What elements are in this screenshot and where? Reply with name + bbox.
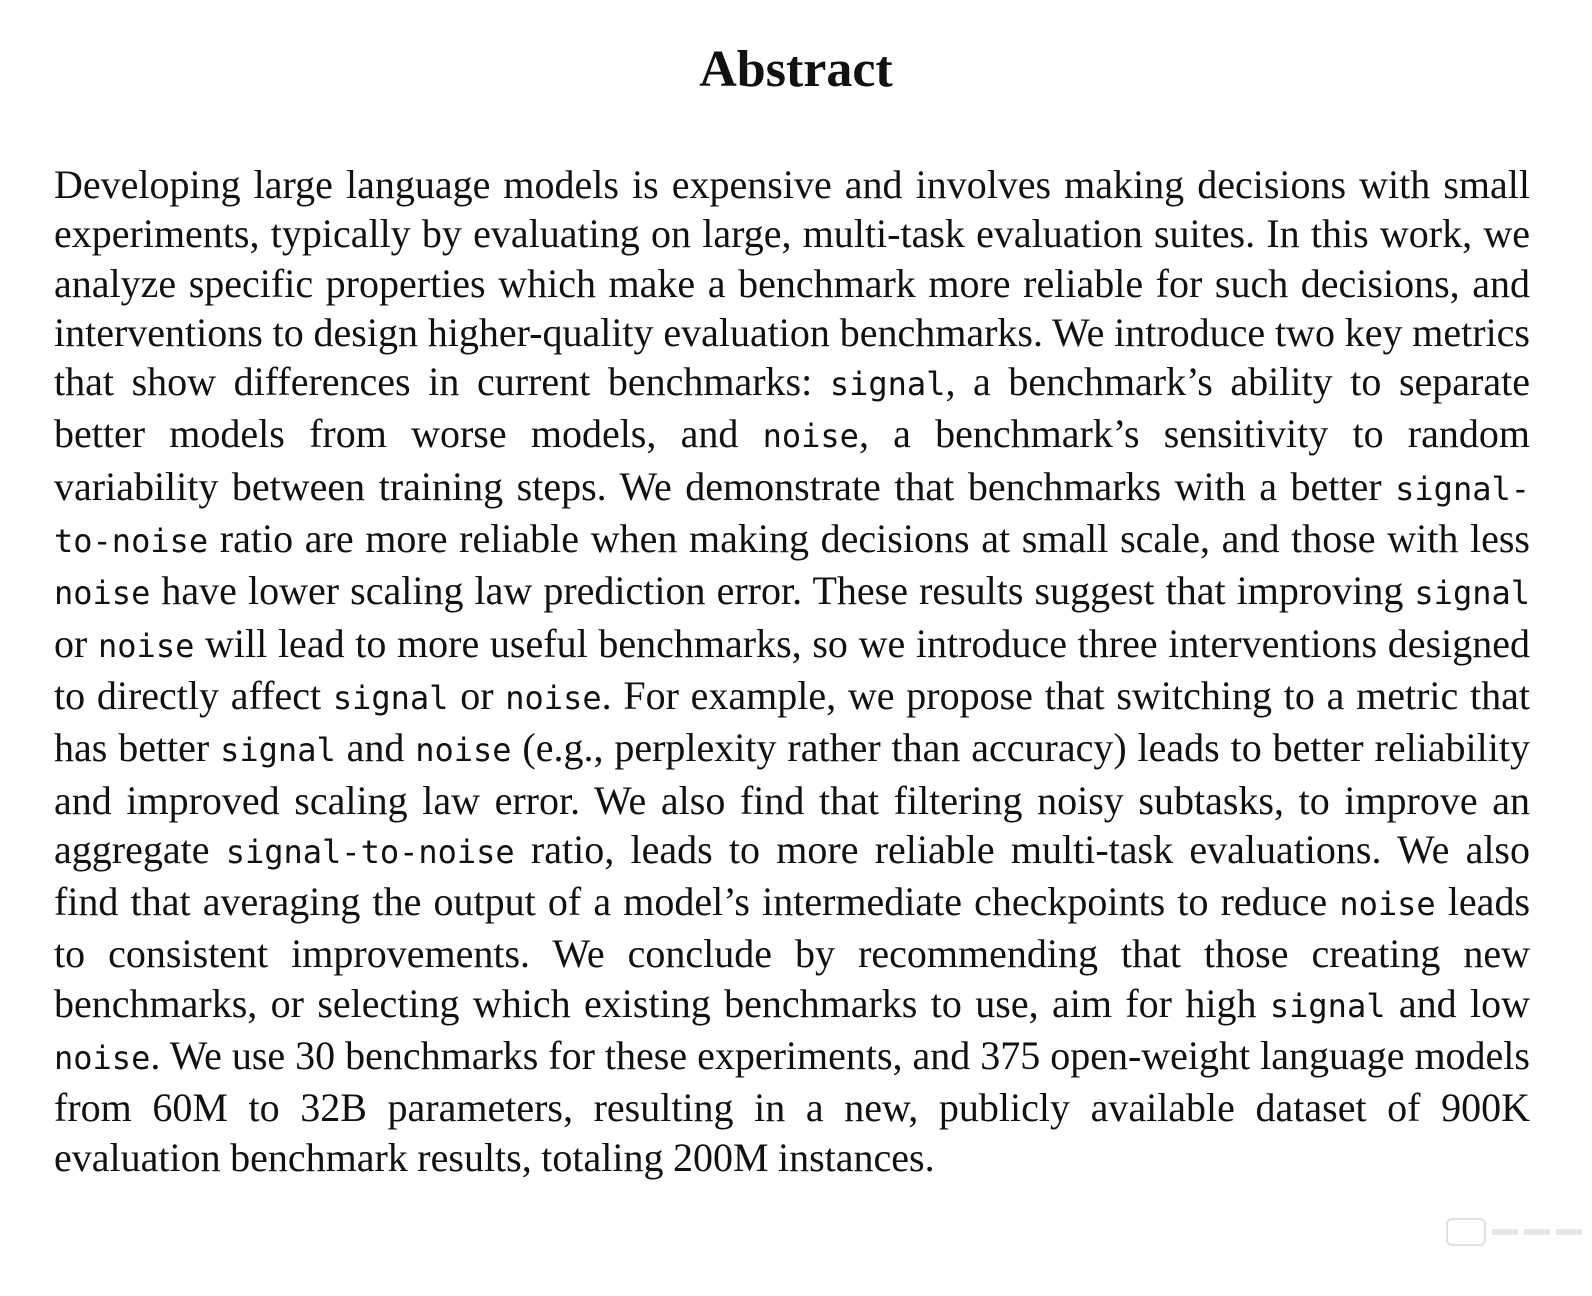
text-run: ratio, leads to more reliable multi-task evaluations. We also find that averaging the output of a model’s intermediate checkpoints to reduce [54,826,1530,925]
code-term: signal-to-noise [225,832,515,871]
code-term: noise [505,678,602,717]
text-run: or [448,672,506,718]
code-term: noise [1339,885,1436,924]
watermark-bar-icon [1524,1229,1550,1235]
watermark-bar-icon [1492,1229,1518,1235]
abstract-heading: Abstract [699,41,893,98]
text-run: and low [1385,980,1530,1026]
text-run: and [335,725,416,771]
code-term: signal [1414,574,1530,613]
text-run: or [54,620,99,666]
text-run: leads to consistent improvements. We conclude by recommending that those creating new benchmarks, or selecting which existing benchmarks to use, aim for high [54,879,1531,1026]
code-term: noise [98,626,195,665]
watermark-bar-icon [1556,1229,1582,1235]
code-term: signal [1269,986,1386,1025]
text-run: , a benchmark’s ability to separate better models from worse models, and [54,359,1530,457]
watermark-icon [1446,1218,1582,1246]
text-run: will lead to more useful benchmarks, so we introduce three interventions designed to directly affect [54,620,1530,718]
text-run: have lower scaling law prediction error. These results suggest that improving [150,568,1415,614]
code-term: signal [220,731,336,770]
code-term: noise [762,417,859,456]
code-term: signal [829,365,946,404]
abstract-paragraph [54,160,1530,1182]
code-term: noise [54,574,151,613]
code-term: signal-to-noise [54,469,1530,561]
code-term: signal [332,678,449,717]
text-run: Developing large language models is expensive and involves making decisions with small experiments, typically by evaluating on large, multi-task evaluation suites. In this work, we analyze specific properties which make a benchmark more reliable for such decisions, and interventions to design higher-quality evaluation benchmarks. We introduce two key metrics that show differences in current benchmarks: [54,162,1530,405]
text-run: , a benchmark’s sensitivity to random variability between training steps. We demonstrate that benchmarks with a better [54,411,1530,509]
text-run: . For example, we propose that switching to a metric that has better [54,672,1530,771]
text-run: ratio are more reliable when making decisions at small scale, and those with less [208,516,1530,562]
watermark-box-icon [1446,1218,1486,1246]
code-term: noise [54,1039,151,1078]
text-run: . We use 30 benchmarks for these experiments, and 375 open-weight language models from 60M to 32B parameters, resulting in a new, publicly available dataset of 900K evaluation benchmark results, totaling 200M instances. [54,1033,1530,1180]
text-run: (e.g., perplexity rather than accuracy) leads to better reliability and improved scaling law error. We also find that filtering noisy subtasks, to improve an aggregate [54,725,1531,872]
code-term: noise [415,731,512,770]
